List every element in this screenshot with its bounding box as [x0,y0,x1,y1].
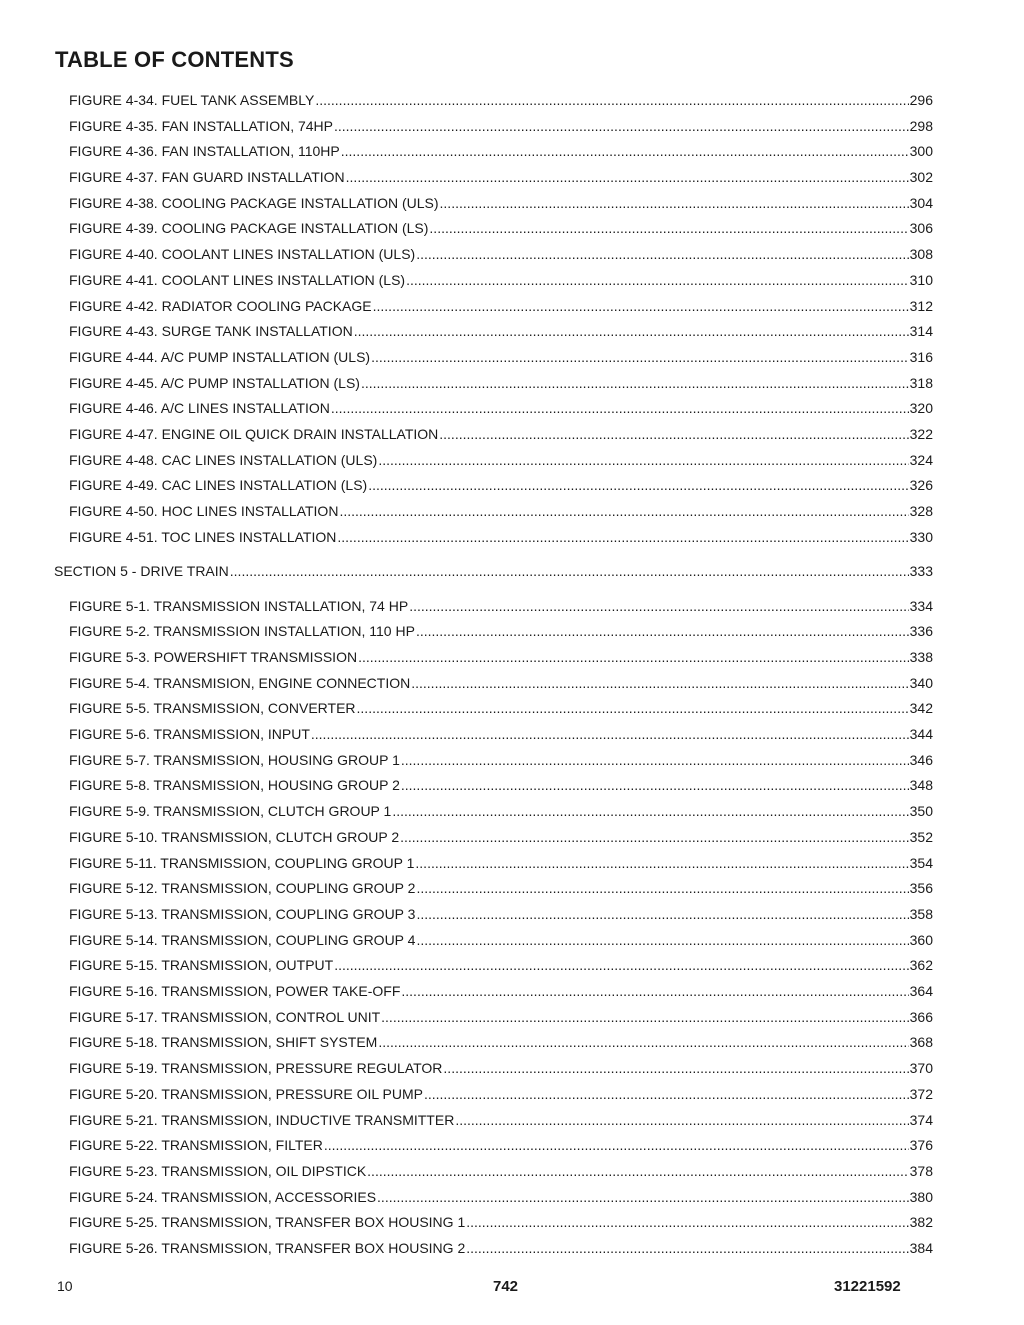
toc-dot-leader [401,776,909,794]
toc-entry-page: 346 [909,752,933,768]
toc-entry-label: FIGURE 5-23. TRANSMISSION, OIL DIPSTICK [69,1163,367,1179]
toc-entry-label: FIGURE 4-37. FAN GUARD INSTALLATION [69,169,345,185]
toc-entry-label: FIGURE 4-50. HOC LINES INSTALLATION [69,503,339,519]
toc-dot-leader [416,879,908,897]
toc-dot-leader [368,476,908,494]
toc-entry-label: FIGURE 5-8. TRANSMISSION, HOUSING GROUP 2 [69,777,400,793]
toc-figure-entry[interactable] [69,699,933,717]
toc-dot-leader [392,802,908,820]
toc-dot-leader [337,528,908,546]
toc-figure-entry[interactable] [69,1239,933,1257]
toc-dot-leader [315,91,908,109]
toc-figure-entry[interactable] [69,348,933,366]
toc-figure-entry[interactable] [69,982,933,1000]
toc-entry-label: FIGURE 5-14. TRANSMISSION, COUPLING GROUP 4 [69,932,416,948]
toc-figure-entry[interactable] [69,142,933,160]
toc-entry-label: FIGURE 4-49. CAC LINES INSTALLATION (LS) [69,477,368,493]
toc-figure-entry[interactable] [69,451,933,469]
toc-dot-leader [367,1162,908,1180]
toc-dot-leader [411,674,908,692]
toc-entry-page: 376 [909,1137,933,1153]
toc-entry-page: 340 [909,675,933,691]
toc-entry-page: 306 [909,220,933,236]
toc-entry-label: FIGURE 5-24. TRANSMISSION, ACCESSORIES [69,1189,377,1205]
toc-entry-page: 338 [909,649,933,665]
toc-entry-page: 336 [909,623,933,639]
toc-figure-entry[interactable] [69,725,933,743]
toc-figure-entry[interactable] [69,297,933,315]
toc-figure-entry[interactable] [69,91,933,109]
toc-dot-leader [443,1059,908,1077]
toc-dot-leader [339,502,908,520]
toc-entry-page: 378 [909,1163,933,1179]
toc-entry-page: 380 [909,1189,933,1205]
toc-figure-entry[interactable] [69,879,933,897]
toc-figure-entry[interactable] [69,1188,933,1206]
toc-entry-page: 302 [909,169,933,185]
toc-figure-entry[interactable] [69,956,933,974]
toc-entry-label: FIGURE 4-40. COOLANT LINES INSTALLATION (ULS) [69,246,416,262]
toc-entry-label: FIGURE 5-1. TRANSMISSION INSTALLATION, 74 HP [69,598,409,614]
toc-dot-leader [371,348,909,366]
toc-dot-leader [230,562,909,580]
toc-figure-entry[interactable] [69,674,933,692]
footer-doc-number: 31221592 [834,1278,901,1295]
toc-dot-leader [406,271,909,289]
toc-entry-page: 348 [909,777,933,793]
toc-dot-leader [416,245,908,263]
toc-figure-entry[interactable] [69,1085,933,1103]
toc-entry-label: FIGURE 5-20. TRANSMISSION, PRESSURE OIL PUMP [69,1086,423,1102]
toc-entry-label: FIGURE 4-39. COOLING PACKAGE INSTALLATION (LS) [69,220,429,236]
toc-figure-entry[interactable] [69,399,933,417]
toc-figure-entry[interactable] [69,1111,933,1129]
toc-dot-leader [378,451,908,469]
toc-figure-entry[interactable] [69,476,933,494]
toc-dot-leader [415,854,908,872]
toc-entry-page: 318 [909,375,933,391]
toc-entry-label: FIGURE 5-12. TRANSMISSION, COUPLING GROUP 2 [69,880,416,896]
toc-entry-page: 362 [909,957,933,973]
toc-dot-leader [416,905,908,923]
toc-figure-entry[interactable] [69,597,933,615]
toc-dot-leader [334,117,909,135]
toc-entry-page: 333 [909,563,933,579]
toc-figure-entry[interactable] [69,117,933,135]
toc-entry-label: FIGURE 5-13. TRANSMISSION, COUPLING GROUP 3 [69,906,416,922]
toc-entry-page: 308 [909,246,933,262]
toc-entry-label: FIGURE 4-35. FAN INSTALLATION, 74HP [69,118,333,134]
toc-entry-page: 314 [909,323,933,339]
toc-entry-page: 298 [909,118,933,134]
toc-entry-page: 304 [909,195,933,211]
toc-entry-label: FIGURE 5-19. TRANSMISSION, PRESSURE REGULATOR [69,1060,443,1076]
toc-figure-entry[interactable] [69,245,933,263]
toc-entry-label: FIGURE 4-41. COOLANT LINES INSTALLATION (LS) [69,272,406,288]
toc-figure-entry[interactable] [69,1008,933,1026]
toc-entry-page: 310 [909,272,933,288]
toc-entry-page: 296 [909,92,933,108]
toc-dot-leader [466,1213,908,1231]
toc-figure-entry[interactable] [69,219,933,237]
toc-figure-entry[interactable] [69,622,933,640]
toc-entry-page: 360 [909,932,933,948]
toc-dot-leader [439,425,908,443]
toc-entry-label: FIGURE 5-4. TRANSMISION, ENGINE CONNECTION [69,675,411,691]
toc-entry-page: 328 [909,503,933,519]
page-title: TABLE OF CONTENTS [55,47,294,72]
toc-dot-leader [354,322,909,340]
toc-entry-page: 358 [909,906,933,922]
toc-entry-page: 364 [909,983,933,999]
toc-dot-leader [416,622,909,640]
footer-page-number: 10 [57,1278,73,1294]
toc-entry-label: FIGURE 4-43. SURGE TANK INSTALLATION [69,323,353,339]
toc-dot-leader [409,597,908,615]
toc-entry-page: 316 [909,349,933,365]
toc-dot-leader [341,142,909,160]
toc-figure-entry[interactable] [69,1162,933,1180]
toc-dot-leader [381,1008,908,1026]
toc-dot-leader [373,297,909,315]
toc-entry-page: 334 [909,598,933,614]
toc-entry-label: FIGURE 5-16. TRANSMISSION, POWER TAKE-OFF [69,983,401,999]
toc-entry-label: FIGURE 4-47. ENGINE OIL QUICK DRAIN INSTALLATION [69,426,439,442]
toc-figure-entry[interactable] [69,751,933,769]
toc-entry-label: FIGURE 4-36. FAN INSTALLATION, 110HP [69,143,340,159]
toc-entry-label: FIGURE 4-38. COOLING PACKAGE INSTALLATION (ULS) [69,195,439,211]
toc-entry-label: FIGURE 5-18. TRANSMISSION, SHIFT SYSTEM [69,1034,378,1050]
toc-dot-leader [400,828,909,846]
toc-dot-leader [401,751,909,769]
toc-entry-page: 352 [909,829,933,845]
toc-figure-entry[interactable] [69,1033,933,1051]
toc-dot-leader [429,219,908,237]
toc-entry-label: FIGURE 5-25. TRANSMISSION, TRANSFER BOX HOUSING 1 [69,1214,466,1230]
toc-entry-page: 382 [909,1214,933,1230]
toc-entry-label: FIGURE 5-7. TRANSMISSION, HOUSING GROUP 1 [69,752,400,768]
toc-figure-entry[interactable] [69,648,933,666]
toc-entry-page: 300 [909,143,933,159]
toc-entry-page: 350 [909,803,933,819]
toc-figure-entry[interactable] [69,1059,933,1077]
toc-dot-leader [424,1085,909,1103]
toc-dot-leader [377,1188,909,1206]
toc-entry-label: FIGURE 4-34. FUEL TANK ASSEMBLY [69,92,315,108]
toc-dot-leader [324,1136,909,1154]
toc-entry-page: 370 [909,1060,933,1076]
toc-entry-label: FIGURE 5-3. POWERSHIFT TRANSMISSION [69,649,358,665]
toc-entry-label: FIGURE 5-26. TRANSMISSION, TRANSFER BOX HOUSING 2 [69,1240,466,1256]
toc-entry-label: FIGURE 4-42. RADIATOR COOLING PACKAGE [69,298,372,314]
toc-entry-label: FIGURE 4-45. A/C PUMP INSTALLATION (LS) [69,375,360,391]
toc-figure-entry[interactable] [69,374,933,392]
toc-entry-label: FIGURE 4-48. CAC LINES INSTALLATION (ULS) [69,452,378,468]
toc-section-entry[interactable] [54,562,933,580]
toc-entry-page: 384 [909,1240,933,1256]
toc-entry-page: 372 [909,1086,933,1102]
toc-entry-label: FIGURE 5-5. TRANSMISSION, CONVERTER [69,700,356,716]
toc-entry-label: FIGURE 4-51. TOC LINES INSTALLATION [69,529,337,545]
toc-entry-label: SECTION 5 - DRIVE TRAIN [54,563,229,579]
toc-figure-entry[interactable] [69,1136,933,1154]
toc-figure-entry[interactable] [69,271,933,289]
toc-entry-label: FIGURE 5-22. TRANSMISSION, FILTER [69,1137,323,1153]
toc-entry-label: FIGURE 5-6. TRANSMISSION, INPUT [69,726,310,742]
toc-entry-page: 326 [909,477,933,493]
toc-entry-page: 330 [909,529,933,545]
toc-figure-entry[interactable] [69,828,933,846]
toc-dot-leader [357,699,909,717]
toc-dot-leader [455,1111,908,1129]
footer-model: 742 [493,1278,519,1295]
toc-entry-page: 356 [909,880,933,896]
toc-figure-entry[interactable] [69,802,933,820]
toc-dot-leader [466,1239,908,1257]
toc-dot-leader [440,194,909,212]
toc-entry-page: 322 [909,426,933,442]
toc-dot-leader [346,168,909,186]
toc-entry-label: FIGURE 5-15. TRANSMISSION, OUTPUT [69,957,334,973]
toc-entry-page: 344 [909,726,933,742]
toc-figure-entry[interactable] [69,905,933,923]
toc-dot-leader [358,648,909,666]
toc-entry-page: 374 [909,1112,933,1128]
toc-figure-entry[interactable] [69,194,933,212]
toc-entry-page: 366 [909,1009,933,1025]
toc-dot-leader [311,725,909,743]
toc-dot-leader [416,931,908,949]
toc-figure-entry[interactable] [69,425,933,443]
toc-figure-entry[interactable] [69,854,933,872]
toc-figure-entry[interactable] [69,776,933,794]
toc-entry-page: 354 [909,855,933,871]
toc-entry-label: FIGURE 5-10. TRANSMISSION, CLUTCH GROUP 2 [69,829,400,845]
toc-entry-page: 368 [909,1034,933,1050]
toc-figure-entry[interactable] [69,322,933,340]
toc-figure-entry[interactable] [69,931,933,949]
toc-dot-leader [334,956,908,974]
toc-entry-label: FIGURE 5-11. TRANSMISSION, COUPLING GROUP 1 [69,855,415,871]
toc-entry-page: 342 [909,700,933,716]
toc-dot-leader [361,374,909,392]
toc-dot-leader [378,1033,908,1051]
toc-figure-entry[interactable] [69,502,933,520]
toc-dot-leader [401,982,908,1000]
toc-figure-entry[interactable] [69,528,933,546]
toc-figure-entry[interactable] [69,1213,933,1231]
toc-entry-label: FIGURE 4-44. A/C PUMP INSTALLATION (ULS) [69,349,371,365]
toc-entry-label: FIGURE 4-46. A/C LINES INSTALLATION [69,400,330,416]
toc-entry-page: 320 [909,400,933,416]
toc-entry-page: 312 [909,298,933,314]
toc-entry-label: FIGURE 5-9. TRANSMISSION, CLUTCH GROUP 1 [69,803,392,819]
toc-dot-leader [331,399,909,417]
toc-entry-label: FIGURE 5-21. TRANSMISSION, INDUCTIVE TRANSMITTER [69,1112,455,1128]
toc-entry-page: 324 [909,452,933,468]
toc-entry-label: FIGURE 5-17. TRANSMISSION, CONTROL UNIT [69,1009,381,1025]
toc-entry-label: FIGURE 5-2. TRANSMISSION INSTALLATION, 110 HP [69,623,415,639]
toc-figure-entry[interactable] [69,168,933,186]
